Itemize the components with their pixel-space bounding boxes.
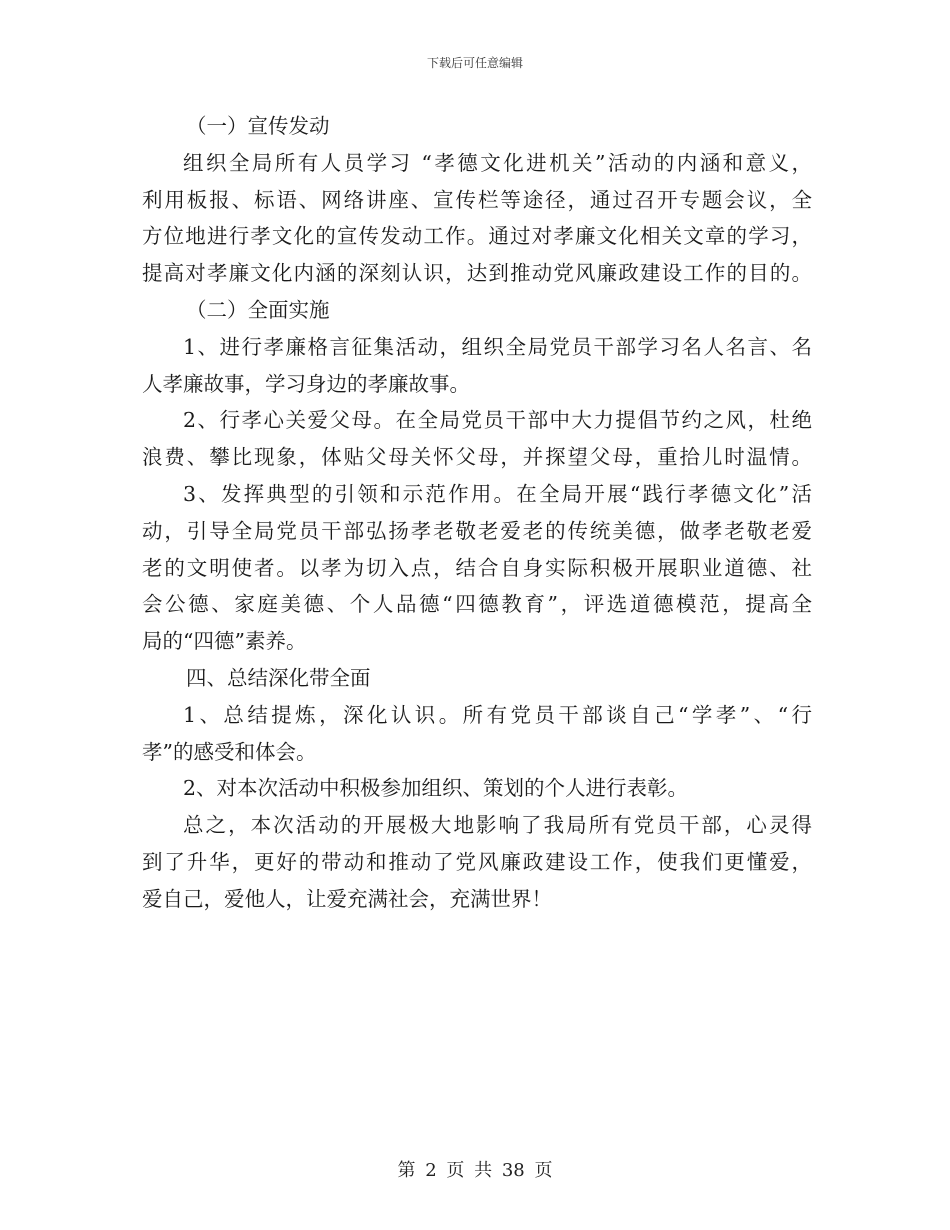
paragraph-line: 1、进行孝廉格言征集活动，组织全局党员干部学习名人名言、名 xyxy=(183,334,812,359)
paragraph-line: 1、总结提炼，深化认识。所有党员干部谈自己“学孝”、“行 xyxy=(183,702,812,727)
paragraph-line: 局的“四德”素养。 xyxy=(142,629,307,654)
page-number: 第 2 页 共 38 页 xyxy=(397,1160,553,1181)
paragraph-line: 3、发挥典型的引领和示范作用。在全局开展“践行孝德文化”活 xyxy=(183,481,812,506)
paragraph-line: 浪费、攀比现象，体贴父母关怀父母，并探望父母，重拾儿时温情。 xyxy=(142,445,812,470)
header-note: 下载后可任意编辑 xyxy=(426,56,523,70)
document-body xyxy=(142,108,812,918)
paragraph-line: 利用板报、标语、网络讲座、宣传栏等途径，通过召开专题会议，全 xyxy=(142,187,812,212)
section-heading: （一）宣传发动 xyxy=(186,114,330,138)
paragraph-line: 到了升华，更好的带动和推动了党风廉政建设工作，使我们更懂爱， xyxy=(142,849,812,874)
paragraph-line: 孝”的感受和体会。 xyxy=(142,739,317,764)
section-heading: （二）全面实施 xyxy=(186,297,330,322)
paragraph-line: 提高对孝廉文化内涵的深刻认识，达到推动党风廉政建设工作的目的。 xyxy=(142,261,812,286)
paragraph-line: 组织全局所有人员学习 “孝德文化进机关”活动的内涵和意义， xyxy=(183,150,812,175)
paragraph-line: 人孝廉故事，学习身边的孝廉故事。 xyxy=(142,371,470,396)
paragraph-line: 总之，本次活动的开展极大地影响了我局所有党员干部，心灵得 xyxy=(183,813,812,838)
paragraph-line: 2、对本次活动中积极参加组织、策划的个人进行表彰。 xyxy=(183,776,689,801)
paragraph-line: 方位地进行孝文化的宣传发动工作。通过对孝廉文化相关文章的学习， xyxy=(142,224,812,249)
paragraph-line: 爱自己，爱他人，让爱充满社会，充满世界！ xyxy=(142,886,552,911)
section-heading: 四、总结深化带全面 xyxy=(186,665,371,690)
paragraph-line: 会公德、家庭美德、个人品德“四德教育”，评选道德模范，提高全 xyxy=(142,592,812,617)
paragraph-line: 动，引导全局党员干部弘扬孝老敬老爱老的传统美德，做孝老敬老爱 xyxy=(142,518,812,543)
paragraph-line: 2、行孝心关爱父母。在全局党员干部中大力提倡节约之风，杜绝 xyxy=(183,408,812,433)
paragraph-line: 老的文明使者。以孝为切入点，结合自身实际积极开展职业道德、社 xyxy=(142,555,812,580)
